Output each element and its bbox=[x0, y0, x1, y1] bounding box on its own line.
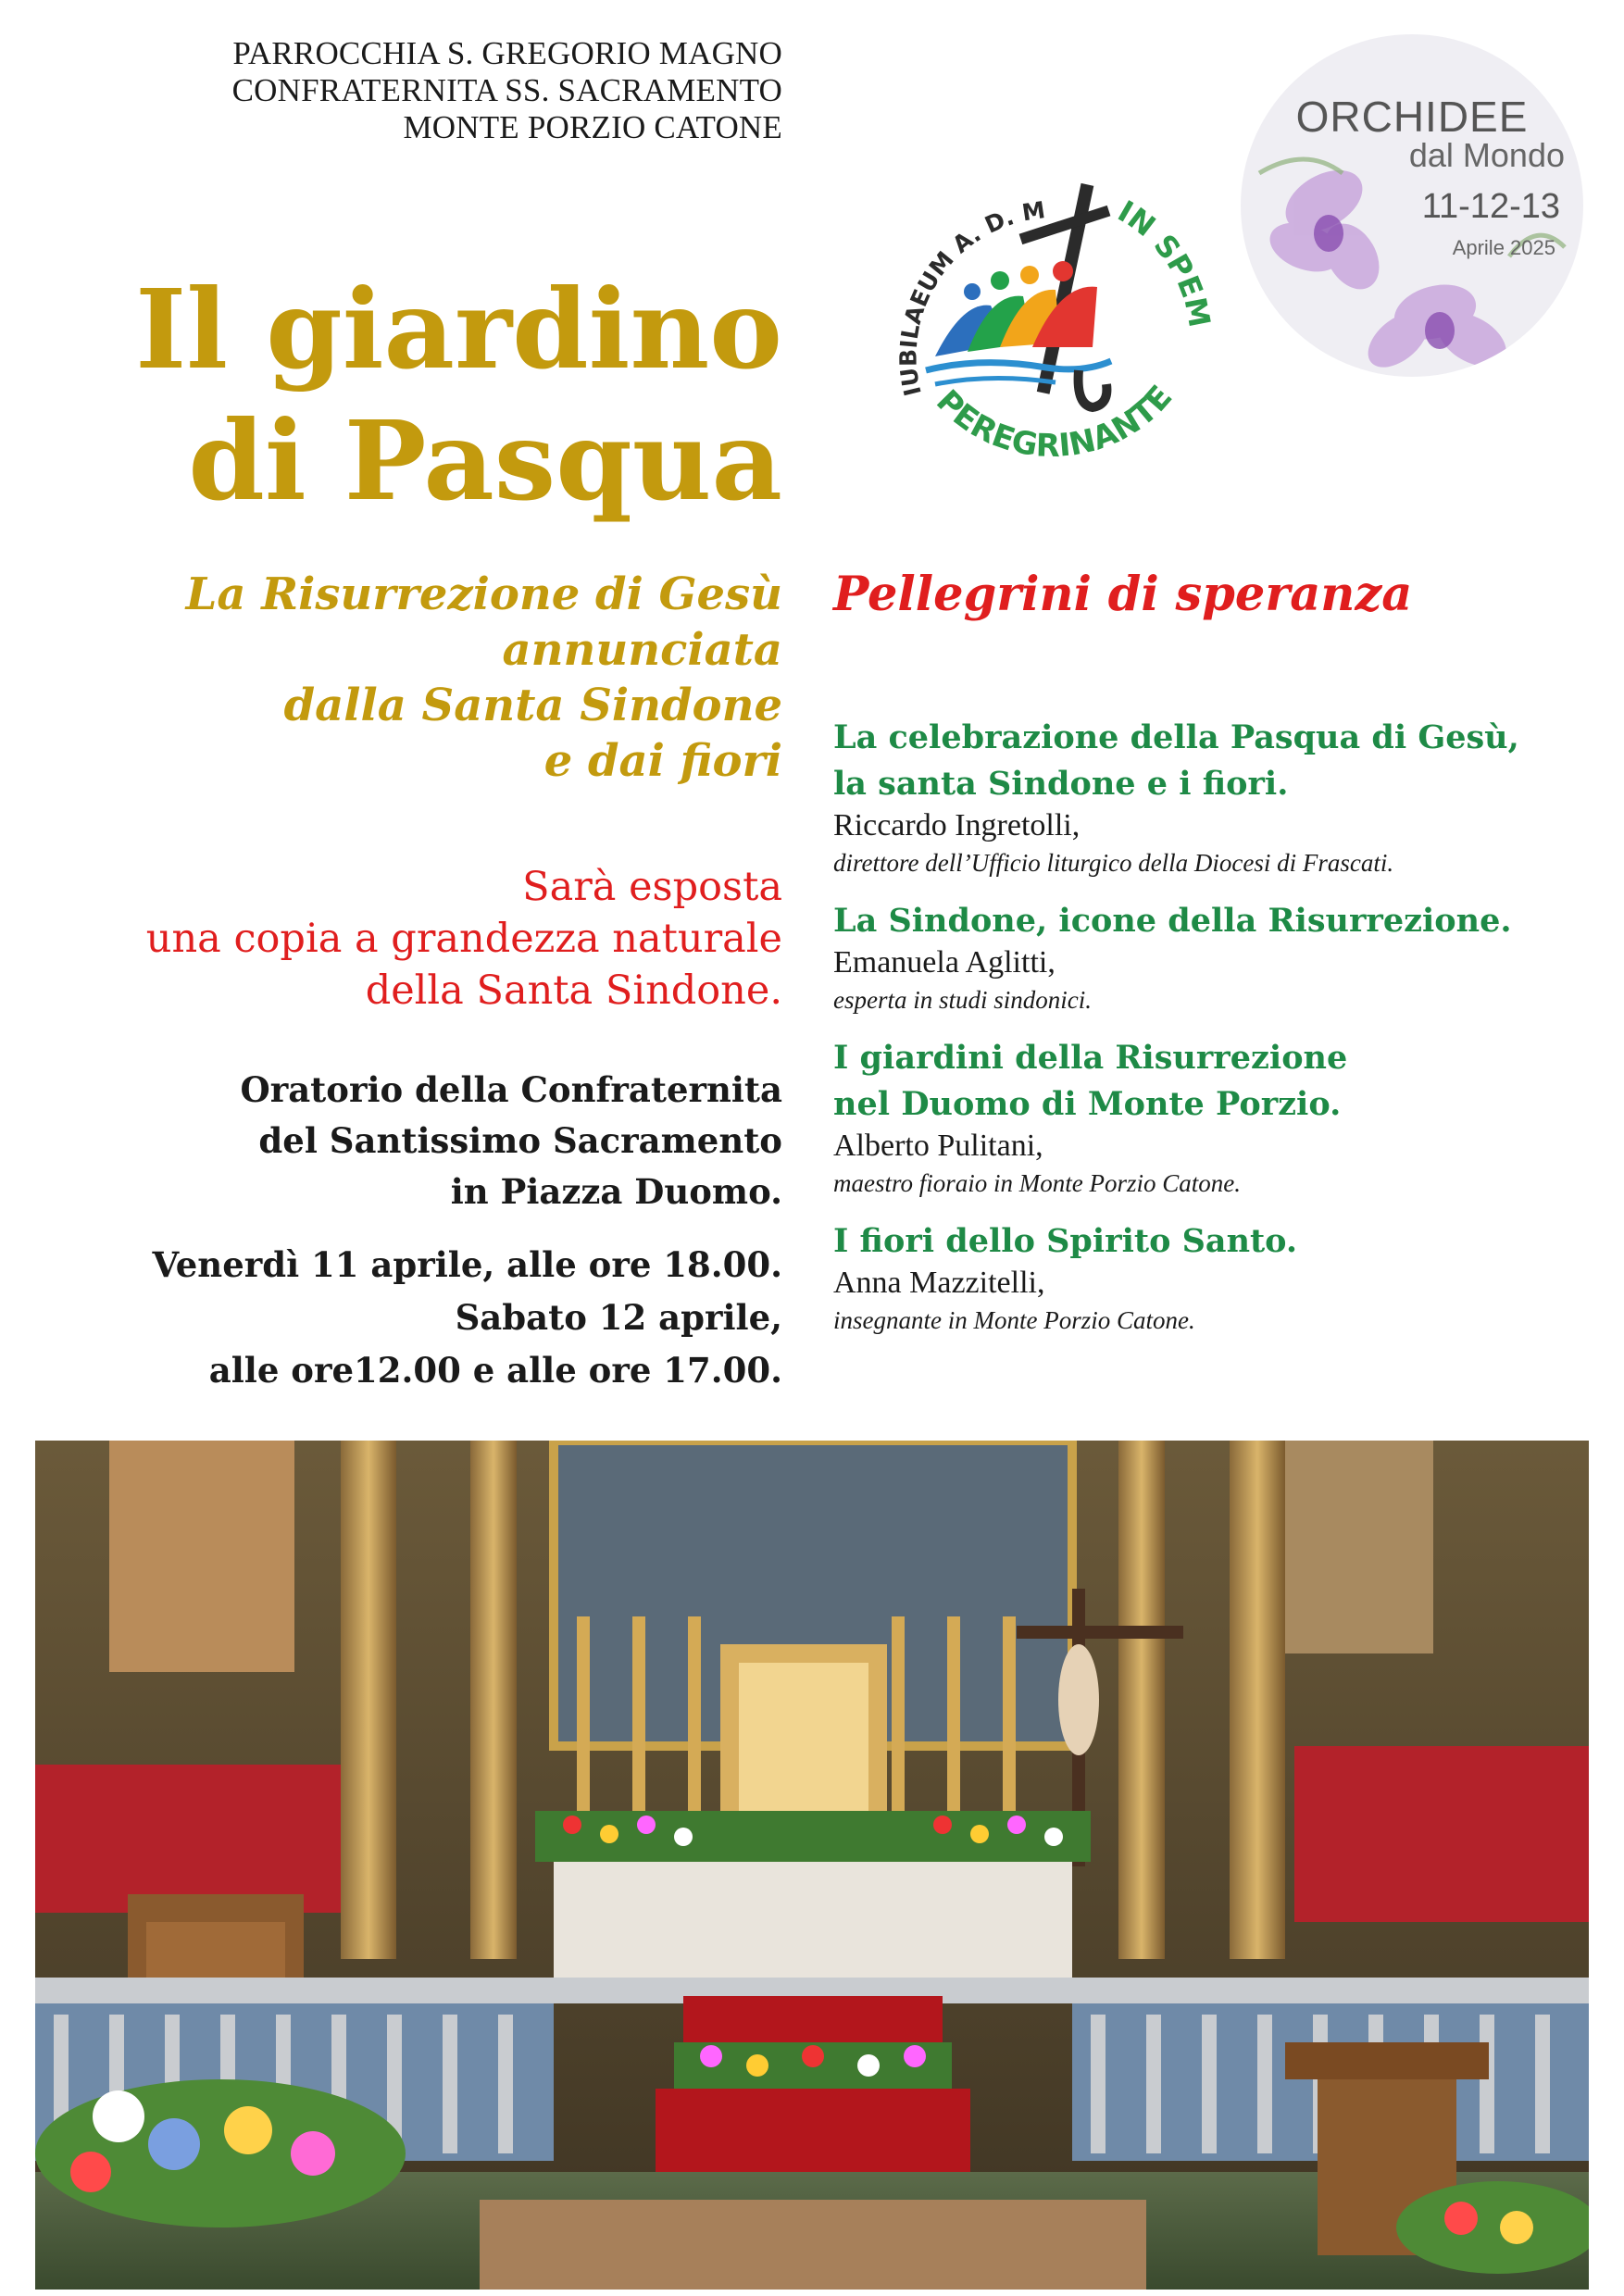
talks-list bbox=[833, 715, 1611, 1355]
talk-speaker: Alberto Pulitani, bbox=[833, 1129, 1043, 1163]
schedule-line-3: alle ore12.00 e alle ore 17.00. bbox=[208, 1350, 782, 1391]
talk-speaker: Riccardo Ingretolli, bbox=[833, 808, 1081, 842]
talk-role: insegnante in Monte Porzio Catone. bbox=[833, 1306, 1195, 1334]
talk-title: I giardini della Risurrezione bbox=[833, 1039, 1348, 1077]
location-line-2: del Santissimo Sacramento bbox=[258, 1120, 782, 1161]
talk-item bbox=[833, 898, 1611, 1018]
exhibit-line-3: della Santa Sindone. bbox=[365, 967, 782, 1014]
talk-title: La celebrazione della Pasqua di Gesù, bbox=[833, 718, 1519, 756]
talk-role: maestro fioraio in Monte Porzio Catone. bbox=[833, 1169, 1241, 1197]
header-line-confraternity: CONFRATERNITA SS. SACRAMENTO bbox=[231, 72, 782, 108]
talk-item bbox=[833, 1035, 1611, 1202]
orchid-subtitle: dal Mondo bbox=[1408, 136, 1565, 174]
schedule-line-2: Sabato 12 aprile, bbox=[455, 1297, 782, 1338]
subtitle-line-4: e dai fiori bbox=[543, 735, 782, 787]
page-title bbox=[93, 264, 782, 527]
talk-title: I fiori dello Spirito Santo. bbox=[833, 1222, 1298, 1260]
subtitle-line-3: dalla Santa Sindone bbox=[283, 680, 782, 731]
title-line-1: Il giardino bbox=[135, 265, 782, 393]
subtitle-line-1: La Risurrezione di Gesù bbox=[185, 568, 782, 620]
location-block bbox=[56, 1065, 782, 1217]
church-altar-photo bbox=[35, 1441, 1589, 2290]
subtitle bbox=[56, 567, 782, 789]
location-line-1: Oratorio della Confraternita bbox=[240, 1069, 782, 1110]
exhibit-line-2: una copia a grandezza naturale bbox=[145, 916, 782, 962]
header-line-town: MONTE PORZIO CATONE bbox=[403, 109, 782, 145]
schedule-line-1: Venerdì 11 aprile, alle ore 18.00. bbox=[152, 1244, 782, 1285]
orchid-title: ORCHIDEE bbox=[1295, 93, 1529, 141]
location-line-3: in Piazza Duomo. bbox=[450, 1171, 782, 1212]
talk-title-cont: la santa Sindone e i fiori. bbox=[833, 765, 1289, 803]
orchid-dates: 11-12-13 bbox=[1421, 187, 1560, 226]
talk-item bbox=[833, 1218, 1611, 1339]
talk-speaker: Emanuela Aglitti, bbox=[833, 945, 1056, 980]
exhibit-line-1: Sarà esposta bbox=[522, 864, 782, 910]
church-interior-illustration bbox=[35, 1441, 1589, 2290]
jubilee-bottom-text: PEREGRINANTE bbox=[929, 378, 1181, 466]
jubilee-logo-graphic bbox=[870, 162, 1236, 509]
right-heading: Pellegrini di speranza bbox=[833, 567, 1413, 622]
talk-speaker: Anna Mazzitelli, bbox=[833, 1266, 1045, 1300]
header-line-parish: PARROCCHIA S. GREGORIO MAGNO bbox=[232, 35, 782, 71]
talk-title-cont: nel Duomo di Monte Porzio. bbox=[833, 1085, 1342, 1123]
talk-item bbox=[833, 715, 1611, 881]
talk-role: esperta in studi sindonici. bbox=[833, 986, 1092, 1014]
jubilee-logo bbox=[870, 162, 1236, 509]
orchid-event-logo bbox=[1241, 34, 1583, 377]
orchid-month: Aprile 2025 bbox=[1452, 236, 1555, 259]
schedule-block bbox=[56, 1239, 782, 1397]
subtitle-line-2: annunciata bbox=[502, 624, 782, 676]
title-line-2: di Pasqua bbox=[188, 396, 782, 525]
talk-title: La Sindone, icone della Risurrezione. bbox=[833, 902, 1512, 940]
talk-role: direttore dell’Ufficio liturgico della Diocesi di Frascati. bbox=[833, 849, 1394, 877]
exhibit-note bbox=[56, 861, 782, 1017]
jubilee-top-text: IUBILAEUM A. D. M bbox=[894, 196, 1047, 399]
jubilee-side-text: IN SPEM bbox=[1111, 193, 1218, 331]
parish-header bbox=[139, 35, 782, 146]
